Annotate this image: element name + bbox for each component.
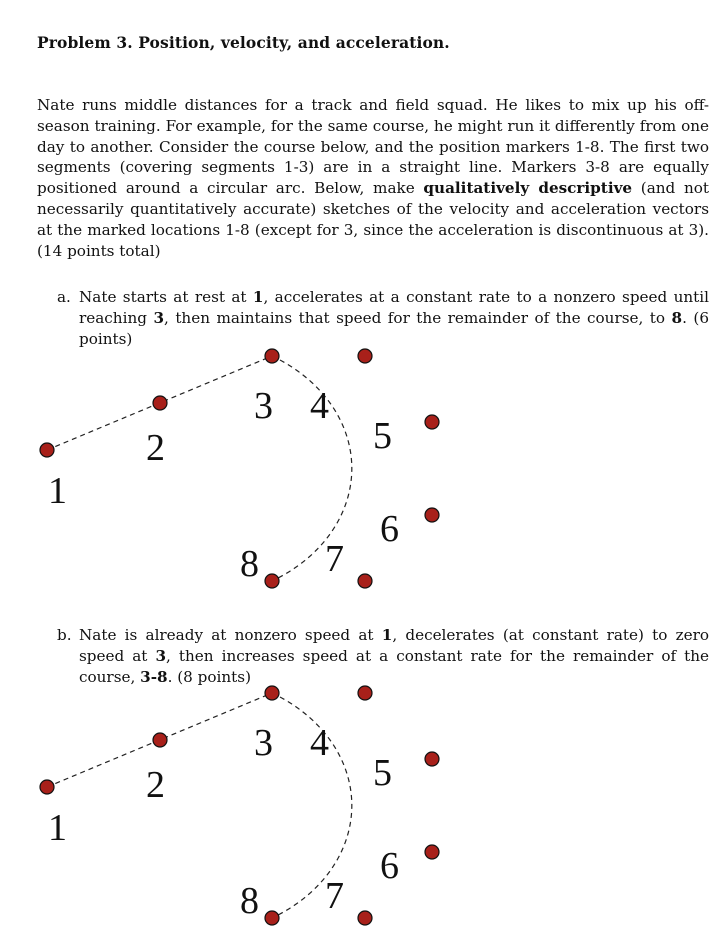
marker-label-8: 8: [240, 543, 259, 585]
dot-8[interactable]: [265, 911, 279, 925]
marker-label-3: 3: [254, 722, 273, 764]
part-b-text-2: , decelerates (at constant rate) to zero speed at: [79, 626, 709, 665]
marker-label-6: 6: [380, 508, 399, 550]
dot-6[interactable]: [425, 508, 439, 522]
part-a-text-2: , accelerates at a constant rate to a nonzero speed until reaching: [79, 288, 709, 327]
part-a-bold-2: 3: [153, 308, 165, 327]
dot-5[interactable]: [425, 752, 439, 766]
marker-label-1: 1: [48, 807, 67, 849]
marker-label-1: 1: [48, 470, 67, 512]
marker-label-8: 8: [240, 880, 259, 922]
intro-text-1: Nate runs middle distances for a track and field squad. He likes to mix up his off-season training. For example, for the same course, he might run it differently from one day to another. Consider the course below, and the position markers 1-8. The first two segments (covering segments 1-3) are in a straight line. Markers 3-8 are equally positioned around a circular arc. Below, make: [37, 96, 709, 198]
course-diagram-b: [0, 667, 724, 947]
marker-label-5: 5: [373, 415, 392, 457]
dot-2[interactable]: [153, 396, 167, 410]
part-a-bold-3: 8: [671, 308, 683, 327]
intro-text-2: (and not necessarily quantitatively accurate) sketches of the velocity and acceleration vectors at the marked locations 1-8 (except for 3, since the acceleration is discontinuous at 3). (14 points total): [37, 179, 709, 260]
part-b-bold-2: 3: [155, 646, 167, 665]
dot-8[interactable]: [265, 574, 279, 588]
dot-4[interactable]: [358, 349, 372, 363]
dot-3[interactable]: [265, 349, 279, 363]
dot-1[interactable]: [40, 780, 54, 794]
dot-7[interactable]: [358, 574, 372, 588]
marker-label-3: 3: [254, 385, 273, 427]
dot-5[interactable]: [425, 415, 439, 429]
course-diagram-a: [0, 330, 724, 610]
dot-4[interactable]: [358, 686, 372, 700]
part-a-bold-1: 1: [252, 288, 264, 306]
part-a-text-4: . (6 points): [79, 308, 709, 348]
marker-label-5: 5: [373, 752, 392, 794]
marker-label-7: 7: [325, 875, 344, 917]
marker-label-2: 2: [146, 764, 165, 806]
part-b-text-3: , then increases speed at a constant rate for the remainder of the course,: [79, 646, 710, 686]
part-b-text-1: Nate is already at nonzero speed at: [79, 626, 382, 644]
marker-label-2: 2: [146, 427, 165, 469]
part-a-text-1: Nate starts at rest at: [79, 288, 253, 306]
problem-title: Problem 3. Position, velocity, and acceleration.: [37, 33, 450, 52]
part-a-label: a.: [57, 288, 71, 306]
marker-label-7: 7: [325, 538, 344, 580]
marker-label-4: 4: [310, 722, 329, 764]
part-b-label: b.: [57, 626, 72, 644]
dot-2[interactable]: [153, 733, 167, 747]
part-b-bold-1: 1: [381, 626, 393, 644]
part-b-text-4: . (8 points): [167, 667, 251, 686]
marker-label-6: 6: [380, 845, 399, 887]
problem-description: [37, 95, 709, 261]
dot-6[interactable]: [425, 845, 439, 859]
intro-emphasis: qualitatively descriptive: [423, 179, 633, 198]
dot-7[interactable]: [358, 911, 372, 925]
marker-label-4: 4: [310, 385, 329, 427]
dot-1[interactable]: [40, 443, 54, 457]
part-b-bold-3: 3-8: [140, 667, 168, 686]
part-a-text-3: , then maintains that speed for the remainder of the course, to: [164, 308, 672, 327]
dot-3[interactable]: [265, 686, 279, 700]
